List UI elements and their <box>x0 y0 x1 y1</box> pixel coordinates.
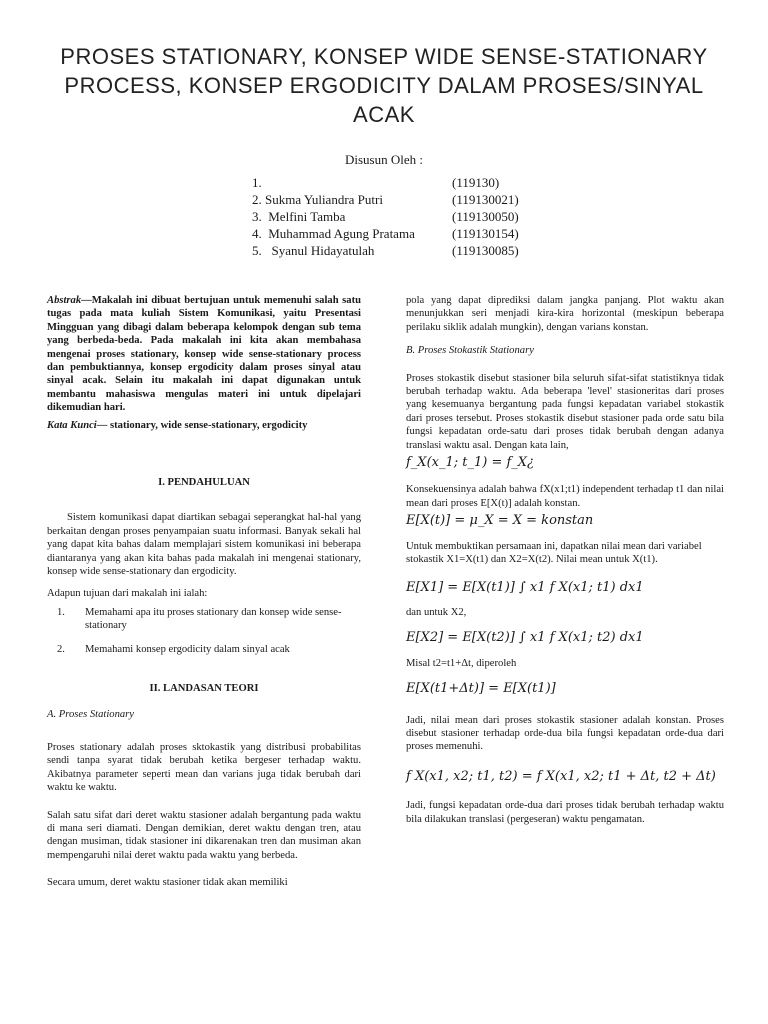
abstract: Abstrak—Makalah ini dibuat bertujuan untuk memenuhi salah satu tugas pada mata kuliah Sistem Komunikasi, yaitu Presentasi Mingguan yang dibagi dalam beberapa kelompok dengan sub tema yang berbeda-beda. Pada makalah ini kita akan membahasa mengenai proses stationary, konsep wide sense-stationary process dan pembuktiannya, konsep ergodicity dalam proses sinyal atau sinyal acak. Selain itu makalah ini dapat digunakan untuk membantu mahasiswa mengulas materi ini untuk dipelajari dikemudian hari. <box>47 295 361 414</box>
author-row <box>252 191 552 208</box>
section-heading-pendahuluan: I. PENDAHULUAN <box>158 477 250 489</box>
paper-title: PROSES STATIONARY, KONSEP WIDE SENSE-STATIONARY PROCESS, KONSEP ERGODICITY DALAM PROSES/SINYAL ACAK <box>60 44 708 127</box>
goals-list <box>47 606 361 656</box>
keywords: Kata Kunci— stationary, wide sense-stationary, ergodicity <box>47 419 308 431</box>
author-id: (119130021) <box>452 192 519 207</box>
equation-6: f X(x1, x2; t1, t2) = f X(x1, x2; t1 + Δt, t2 + Δt) <box>406 768 716 784</box>
author-name: 2. Sukma Yuliandra Putri <box>252 192 383 207</box>
author-row <box>252 225 552 242</box>
stokastik-paragraph: Misal t2=t1+Δt, diperoleh <box>406 657 517 669</box>
stokastik-paragraph: dan untuk X2, <box>406 606 467 618</box>
author-name: 4. Muhammad Agung Pratama <box>252 226 415 241</box>
equation-2: E[X(t)] = μ_X = X = konstan <box>406 513 594 529</box>
stationary-paragraph: Salah satu sifat dari deret waktu stasioner adalah bergantung pada waktu di mana seri diamati. Dengan demikian, deret waktu dengan tren, atau dengan musiman, tidak stasioner ini dikarenakan tren dan musiman akan mempengaruhi nilai deret waktu pada waktu yang berbeda. <box>47 809 361 861</box>
author-id: (119130085) <box>452 243 519 258</box>
author-name: 5. Syanul Hidayatulah <box>252 243 375 258</box>
stokastik-paragraph: Jadi, nilai mean dari proses stokastik stasioner adalah konstan. Proses disebut stasioner terhadap orde-dua bila fungsi kepadatan orde-dua dari proses memenuhi. <box>406 714 724 753</box>
author-id: (119130050) <box>452 209 519 224</box>
intro-paragraph: Sistem komunikasi dapat diartikan sebagai seperangkat hal-hal yang berkaitan dengan proses penyampaian suatu informasi. Banyak sekali hal yang dapat kita bahas dalam memplajari sistem komunikasi ini beberapa diantaranya yang akan kita bahas pada makalah ini mengenai stationary, konsep wide sense-stationary dan ergodicity. <box>47 512 361 578</box>
author-name: 1. <box>252 175 262 190</box>
right-column <box>406 294 724 826</box>
author-row <box>252 208 552 225</box>
equation-5: E[X(t1+Δt)] = E[X(t1)] <box>406 681 556 697</box>
stokastik-paragraph: Untuk membuktikan persamaan ini, dapatkan nilai mean dari variabel stokastik X1=X(t1) dan X2=X(t2). Nilai mean untuk X(t1). <box>406 540 702 566</box>
author-id: (119130) <box>452 175 500 190</box>
byline: Disusun Oleh : <box>345 152 423 167</box>
list-item: 1. Memahami apa itu proses stationary dan konsep wide sense-stationary <box>57 606 342 632</box>
goals-intro: Adapun tujuan dari makalah ini ialah: <box>47 587 208 599</box>
subsection-b: B. Proses Stokastik Stationary <box>406 345 534 357</box>
stationary-paragraph: Secara umum, deret waktu stasioner tidak akan memiliki <box>47 877 288 889</box>
author-row <box>252 242 552 259</box>
stokastik-paragraph: Proses stokastik disebut stasioner bila seluruh sifat-sifat statistiknya tidak berubah terhadap waktu. Ada beberapa 'level' stasioneritas dari proses yang kesemuanya bergantung pada fungsi kepadatan variabel stokastik dari proses tersebut. Proses stokastik disebut stasioner pada orde satu bila fungsi kepadatan orde-satu dari proses tidak berubah dengan adanya translasi waktu asal. Dengan kata lain, <box>406 372 724 451</box>
list-item: 2. Memahami konsep ergodicity dalam sinyal acak <box>57 643 290 655</box>
author-list <box>252 174 552 259</box>
author-id: (119130154) <box>452 226 519 241</box>
equation-4: E[X2] = E[X(t2)] ∫ x1 f X(x1; t2) dx1 <box>406 630 644 646</box>
equation-3: E[X1] = E[X(t1)] ∫ x1 f X(x1; t1) dx1 <box>406 579 644 595</box>
author-row <box>252 174 552 191</box>
section-heading-landasan-teori: II. LANDASAN TEORI <box>149 683 259 695</box>
stationary-paragraph-cont: pola yang dapat diprediksi dalam jangka panjang. Plot waktu akan menunjukkan seri menjadi kira-kira horizontal (meskipun beberapa perilaku siklik adalah mungkin), dengan varians konstan. <box>406 295 724 333</box>
equation-1: f_X(x_1; t_1) = f_X¿ <box>406 455 535 471</box>
stokastik-paragraph: Jadi, fungsi kepadatan orde-dua dari proses tidak berubah terhadap waktu bila dilakukan translasi (pergeseran) waktu pengamatan. <box>406 800 724 825</box>
stationary-paragraph: Proses stationary adalah proses sktokastik yang distribusi probabilitas sendi tanpa syarat tidak berubah ketika bergeser terhadap waktu. Akibatnya parameter seperti mean dan varians juga tidak berubah dari waktu ke waktu. <box>47 741 361 794</box>
left-column <box>47 294 361 890</box>
subsection-a: A. Proses Stationary <box>47 708 134 720</box>
stokastik-paragraph: Konsekuensinya adalah bahwa fX(x1;t1) independent terhadap t1 dan nilai mean dari proses E[X(t)] adalah konstan. <box>406 484 724 509</box>
author-name: 3. Melfini Tamba <box>252 209 346 224</box>
